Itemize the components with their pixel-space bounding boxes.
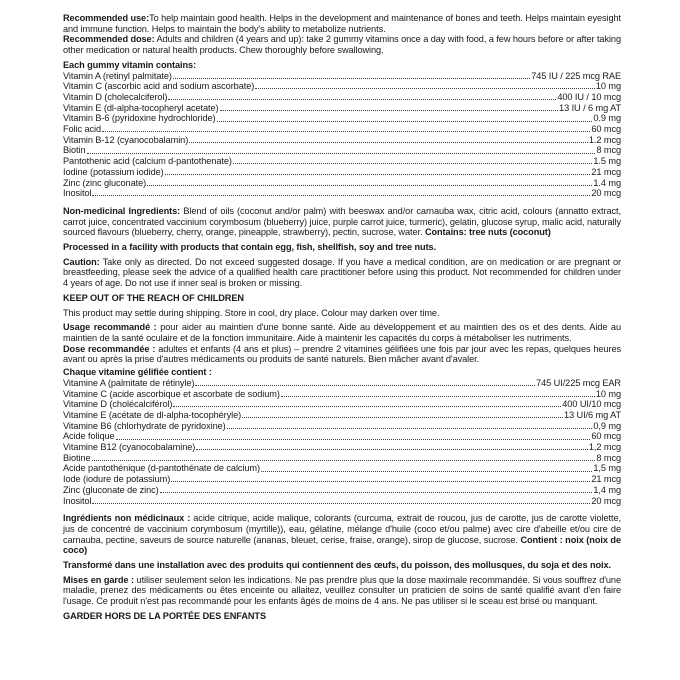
ingredient-amount: 60 mcg: [591, 124, 621, 135]
ingredient-amount: 60 mcg: [591, 431, 621, 442]
usage-recommande-text: pour aider au maintien d'une bonne santé. Aide au développement et au maintien des os et des dents. Aide au maintien de la santé oculaire et de la fonction immunitaire. Aide à maintenir les capacités du corps à métaboliser les nutriments.: [63, 322, 621, 343]
dot-leader: [165, 167, 591, 175]
non-medicinal-label: Non-medicinal Ingredients:: [63, 205, 181, 216]
ingredient-row: [63, 463, 621, 474]
ingredient-name: Iode (iodure de potassium): [63, 474, 171, 485]
ingredient-row: [63, 389, 621, 400]
dot-leader: [102, 124, 590, 132]
dot-leader: [171, 474, 590, 482]
dot-leader: [261, 463, 592, 471]
ingredient-amount: 8 mcg: [596, 452, 621, 463]
dot-leader: [160, 485, 593, 493]
dot-leader: [92, 453, 596, 461]
ingredient-name: Vitamine B6 (chlorhydrate de pyridoxine): [63, 420, 226, 431]
ingredient-name: Vitamin A (retinyl palmitate): [63, 70, 172, 81]
ingredient-name: Vitamine D (cholécalciférol): [63, 399, 173, 410]
ingredient-amount: 0,9 mg: [593, 420, 621, 431]
fr-ingredient-table: [63, 378, 621, 506]
dot-leader: [92, 496, 590, 504]
ingredient-name: Acide folique: [63, 431, 115, 442]
ingredients-non-medicinaux-paragraph: [63, 513, 621, 556]
ingredient-name: Vitamine B12 (cyanocobalamine): [63, 442, 196, 453]
ingredient-name: Vitamin D (cholecalciferol): [63, 91, 168, 102]
dot-leader: [173, 71, 530, 79]
ingredient-amount: 400 IU / 10 mcg: [557, 91, 621, 102]
ingredient-row: [63, 167, 621, 178]
dot-leader: [217, 113, 593, 121]
ingredient-row: [63, 496, 621, 507]
dot-leader: [196, 442, 588, 450]
ingredient-name: Vitamine C (acide ascorbique et ascorbate de sodium): [63, 388, 280, 399]
dot-leader: [92, 188, 590, 196]
ingredient-amount: 1,4 mg: [593, 484, 621, 495]
ingredient-row: [63, 71, 621, 82]
english-section: [63, 13, 621, 318]
ingredient-row: [63, 421, 621, 432]
ingredient-row: [63, 92, 621, 103]
ingredient-amount: 745 UI/225 mcg EAR: [536, 377, 621, 388]
ingredient-name: Biotin: [63, 145, 86, 156]
ingredient-name: Zinc (gluconate de zinc): [63, 484, 159, 495]
ingredient-row: [63, 485, 621, 496]
dot-leader: [195, 378, 535, 386]
mises-en-garde-label: Mises en garde :: [63, 574, 134, 585]
non-medicinal-text: Blend of oils (coconut and/or palm) with beeswax and/or carnauba wax, citric acid, colours (annatto extract, carrot juice, concentrated vaccinium corymbosum (blueberry) juice, purple carrot juice, turmeric), gelatin, glucose syrup, malic acid, naturally sourced flavours (blueberry, cherry, orange, pineapple, strawberry), pectin, sucrose, water.: [63, 205, 621, 238]
contient-allergen-statement: Contient : noix (noix de coco): [63, 534, 621, 556]
ingredient-name: Zinc (zinc gluconate): [63, 177, 147, 188]
recommended-dose-label: Recommended dose:: [63, 34, 155, 45]
ingredient-amount: 1.5 mg: [593, 156, 621, 167]
ingredient-name: Iodine (potassium iodide): [63, 166, 164, 177]
recommended-use-text: To help maintain good health. Helps in the development and maintenance of bones and teeth. Helps maintain eyesight and immune function. Helps to maintain the body's ability to metabolize nutrients.: [63, 13, 621, 34]
ingredient-name: Pantothenic acid (calcium d-pantothenate): [63, 156, 232, 167]
transforme-statement: Transformé dans une installation avec des produits qui contiennent des œufs, du poisson, des mollusques, du soja et des noix.: [63, 560, 611, 571]
ingredient-row: [63, 188, 621, 199]
dot-leader: [220, 103, 559, 111]
french-section: [63, 322, 621, 621]
settle-note: This product may settle during shipping. Store in cool, dry place. Colour may darken over time.: [63, 307, 440, 318]
ingredient-amount: 1,5 mg: [593, 463, 621, 474]
ingredient-name: Folic acid: [63, 124, 102, 135]
ingredient-name: Acide pantothénique (d-pantothénate de calcium): [63, 463, 260, 474]
non-medicinal-paragraph: [63, 206, 621, 238]
recommended-dose-paragraph: [63, 34, 621, 55]
ingredient-name: Vitamine A (palmitate de rétinyle): [63, 377, 195, 388]
ingredient-amount: 13 IU / 6 mg AT: [559, 102, 621, 113]
ingredient-amount: 0.9 mg: [593, 113, 621, 124]
dot-leader: [173, 399, 561, 407]
garder-hors-heading: GARDER HORS DE LA PORTÉE DES ENFANTS: [63, 610, 267, 621]
facility-statement: Processed in a facility with products that contain egg, fish, shellfish, soy and tree nuts.: [63, 242, 437, 253]
ingredient-amount: 8 mcg: [596, 145, 621, 156]
ingredient-amount: 10 mg: [595, 388, 621, 399]
contains-allergen-statement: Contains: tree nuts (coconut): [424, 227, 551, 238]
keep-out-heading: KEEP OUT OF THE REACH OF CHILDREN: [63, 292, 244, 303]
dose-recommandee-paragraph: [63, 344, 621, 365]
dot-leader: [189, 135, 588, 143]
ingredient-row: [63, 156, 621, 167]
ingredient-name: Inositol: [63, 188, 92, 199]
ingredient-row: [63, 124, 621, 135]
caution-paragraph: [63, 257, 621, 289]
mises-en-garde-text: utiliser seulement selon les indications. Ne pas prendre plus que la dose maximale recommandée. Si vous souffrez d'une maladie, prenez des médicaments ou êtes enceinte ou allaitez, veuillez consulter un praticien de soins de santé qualifié avant d'en faire l'usage. Ce produit n'est pas recommandé pour les enfants âgés de moins de 4 ans. Ne pas utiliser si le sceau est brisé ou manquant.: [63, 574, 621, 607]
ingredient-amount: 13 UI/6 mg AT: [564, 409, 621, 420]
dot-leader: [168, 92, 556, 100]
dose-recommandee-text: adultes et enfants (4 ans et plus) – prendre 2 vitamines gélifiées une fois par jour avec les repas, quelques heures avant ou après la prise d'autres médicaments ou produits de santé naturels. Bien mâcher avant d'avaler.: [63, 343, 621, 365]
ingredient-amount: 1,2 mcg: [588, 442, 621, 453]
ingredient-row: [63, 431, 621, 442]
recommended-use-label: Recommended use:: [63, 13, 150, 23]
dot-leader: [147, 178, 592, 186]
ingredient-name: Vitamin E (dl-alpha-tocopheryl acetate): [63, 102, 219, 113]
ingredient-row: [63, 378, 621, 389]
chaque-vitamine-heading: Chaque vitamine gélifiée contient :: [63, 367, 212, 378]
dot-leader: [116, 431, 591, 439]
recommended-dose-text: Adults and children (4 years and up): take 2 gummy vitamins once a day with food, a few hours before or after taking other medication or natural health products. Chew thoroughly before swallowing.: [63, 34, 621, 56]
ingredient-row: [63, 453, 621, 464]
ingredient-name: Vitamin B-12 (cyanocobalamin): [63, 134, 189, 145]
ingredient-amount: 20 mcg: [591, 495, 621, 506]
dot-leader: [233, 156, 593, 164]
dot-leader: [227, 421, 593, 429]
ingredient-row: [63, 399, 621, 410]
ingredient-amount: 400 UI/10 mcg: [562, 399, 621, 410]
ingredient-row: [63, 145, 621, 156]
dose-recommandee-label: Dose recommandée :: [63, 343, 156, 354]
ingredient-row: [63, 474, 621, 485]
caution-label: Caution:: [63, 256, 100, 267]
ingredients-non-medicinaux-text: acide citrique, acide malique, colorants (curcuma, extrait de roucou, jus de carotte, jus de carotte violette, jus de concentré de vaccinium corymbosum (myrtille)), eau, gélatine, mélange d'huile (coco et/ou palme) avec cire d'abeille et/ou cire de carnauba, pectine, saveurs de source naturelle (ananas, bleuet, cerise, fraise, orange), sirop de glucose, sucrose.: [63, 513, 621, 545]
ingredient-row: [63, 178, 621, 189]
ingredient-name: Inositol: [63, 495, 92, 506]
dot-leader: [242, 410, 563, 418]
ingredient-row: [63, 135, 621, 146]
ingredient-amount: 20 mcg: [591, 188, 621, 199]
ingredient-row: [63, 442, 621, 453]
ingredient-amount: 1.4 mg: [593, 177, 621, 188]
recommended-use-paragraph: [63, 13, 621, 34]
dot-leader: [87, 145, 596, 153]
ingredient-amount: 745 IU / 225 mcg RAE: [531, 70, 621, 81]
mises-en-garde-paragraph: [63, 575, 621, 607]
dot-leader: [281, 389, 595, 397]
usage-recommande-label: Usage recommandé :: [63, 322, 157, 333]
usage-recommande-paragraph: [63, 322, 621, 343]
ingredient-amount: 10 mg: [595, 81, 621, 92]
ingredients-non-medicinaux-label: Ingrédients non médicinaux :: [63, 513, 191, 524]
ingredient-name: Vitamine E (acétate de dl-alpha-tocophéryle): [63, 409, 242, 420]
ingredient-amount: 21 mcg: [591, 166, 621, 177]
ingredient-amount: 1.2 mcg: [588, 134, 621, 145]
ingredient-name: Vitamin C (ascorbic acid and sodium ascorbate): [63, 81, 255, 92]
ingredient-name: Biotine: [63, 452, 91, 463]
ingredient-row: [63, 410, 621, 421]
dot-leader: [255, 81, 595, 89]
ingredient-row: [63, 81, 621, 92]
ingredient-amount: 21 mcg: [591, 474, 621, 485]
en-ingredient-table: [63, 71, 621, 199]
each-gummy-contains-heading: Each gummy vitamin contains:: [63, 59, 197, 70]
ingredient-name: Vitamin B-6 (pyridoxine hydrochloride): [63, 113, 216, 124]
ingredient-row: [63, 113, 621, 124]
ingredient-row: [63, 103, 621, 114]
caution-text: Take only as directed. Do not exceed suggested dosage. If you have a medical condition, are on medication or are pregnant or breastfeeding, please seek the advice of a qualified health care practitioner before using this product. Not recommended for children under 4 years of age. Do not use if inner seal is broken or missing.: [63, 256, 621, 289]
